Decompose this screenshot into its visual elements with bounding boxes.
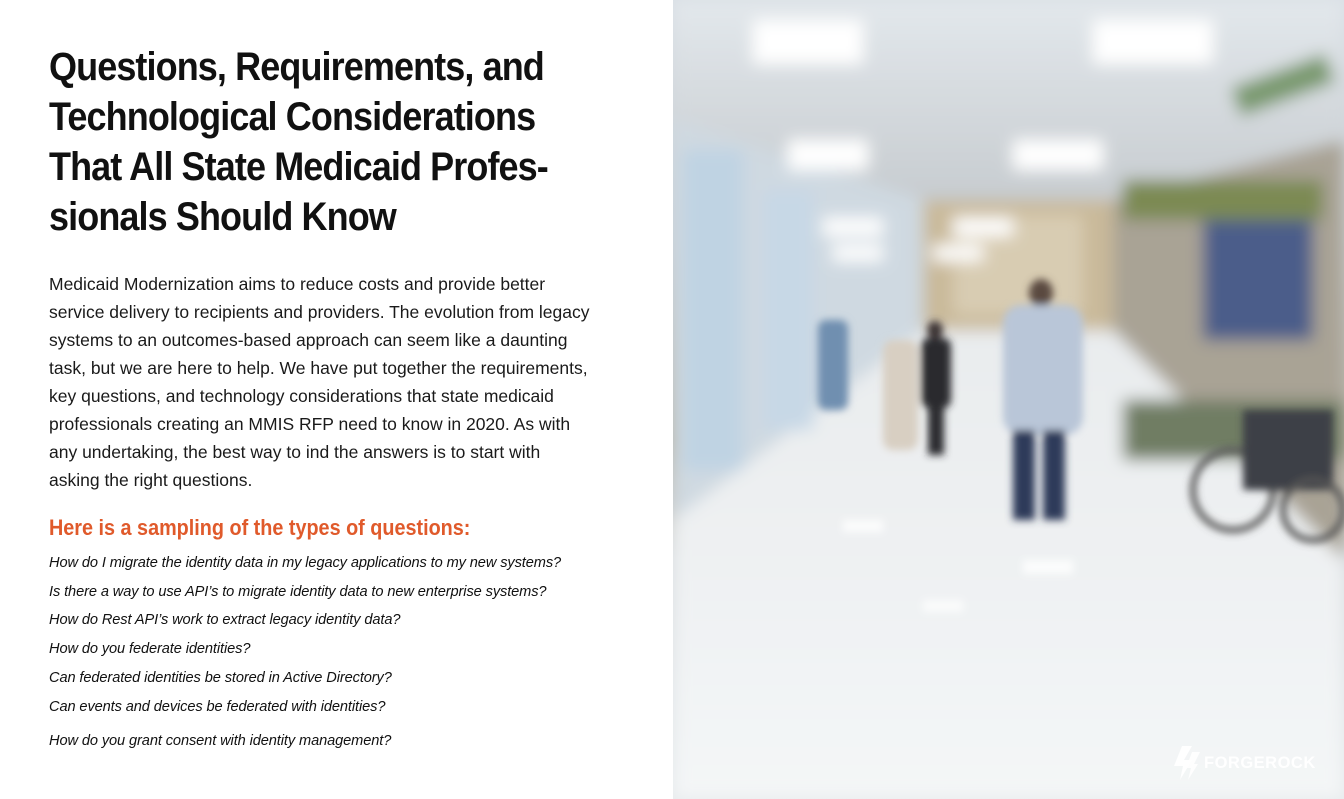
body-line: service delivery to recipients and providers. The evolution from legacy <box>49 302 590 322</box>
corridor-illustration <box>673 0 1344 799</box>
body-line: any undertaking, the best way to ind the answers is to start with <box>49 442 541 462</box>
question-item: How do you federate identities? <box>49 641 251 657</box>
question-item: How do you grant consent with identity management? <box>49 733 392 749</box>
question-item: Is there a way to use API’s to migrate identity data to new enterprise systems? <box>49 584 547 600</box>
forgerock-logo-icon <box>1172 746 1200 780</box>
body-line: systems to an outcomes-based approach can seem like a daunting <box>49 330 568 350</box>
title-line: That All State Medicaid Profes- <box>49 145 548 189</box>
intro-paragraph <box>49 270 649 494</box>
question-item: How do Rest API’s work to extract legacy identity data? <box>49 612 401 628</box>
page-title <box>49 42 589 242</box>
question-item: How do I migrate the identity data in my legacy applications to my new systems? <box>49 555 562 571</box>
body-line: key questions, and technology considerations that state medicaid <box>49 386 554 406</box>
question-item: Can federated identities be stored in Active Directory? <box>49 670 392 686</box>
questions-subheading: Here is a sampling of the types of questions: <box>49 515 471 540</box>
question-item: Can events and devices be federated with identities? <box>49 699 386 715</box>
body-line: task, but we are here to help. We have put together the requirements, <box>49 358 588 378</box>
forgerock-logo <box>1172 745 1316 781</box>
body-line: asking the right questions. <box>49 470 253 490</box>
body-line: Medicaid Modernization aims to reduce costs and provide better <box>49 274 546 294</box>
title-line: Questions, Requirements, and <box>49 45 544 89</box>
body-line: professionals creating an MMIS RFP need to know in 2020. As with <box>49 414 571 434</box>
hospital-corridor-photo <box>673 0 1344 799</box>
title-line: sionals Should Know <box>49 195 396 239</box>
logo-text: FORGEROCK <box>1204 753 1316 772</box>
title-line: Technological Considerations <box>49 95 536 139</box>
